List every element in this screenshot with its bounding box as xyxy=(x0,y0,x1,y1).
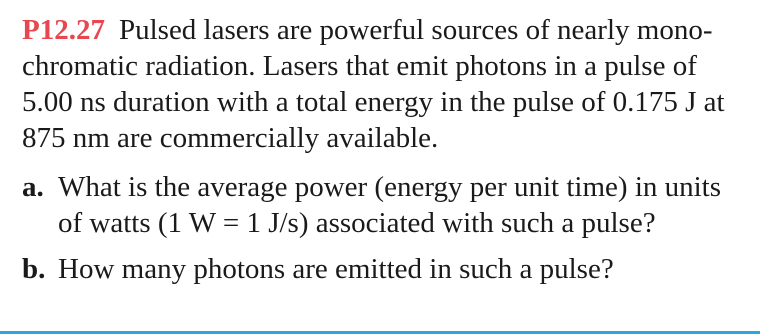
problem-text-1: Pulsed lasers are powerful sources of nearly mono- xyxy=(118,14,713,46)
part-a-text-1: What is the average power (energy per unit time) in units xyxy=(58,171,722,203)
problem-text-4: 875 nm are commercially available. xyxy=(22,122,439,154)
problem-statement xyxy=(22,12,752,156)
problem-number: P12.27 xyxy=(22,14,105,46)
part-b-label: b. xyxy=(22,253,46,285)
part-b-line-1 xyxy=(22,251,752,287)
part-a xyxy=(22,169,752,241)
part-a-line-1 xyxy=(22,169,752,205)
part-b xyxy=(22,251,752,287)
problem-line-1 xyxy=(22,12,752,48)
part-b-text-1: How many photons are emitted in such a pulse? xyxy=(58,253,614,285)
part-a-label: a. xyxy=(22,171,44,203)
problem-text-3: 5.00 ns duration with a total energy in the pulse of 0.175 J at xyxy=(22,86,725,118)
question-parts xyxy=(22,169,752,297)
part-a-text-2: of watts (1 W = 1 J/s) associated with such a pulse? xyxy=(58,207,656,239)
problem-text-2: chromatic radiation. Lasers that emit photons in a pulse of xyxy=(22,50,697,82)
